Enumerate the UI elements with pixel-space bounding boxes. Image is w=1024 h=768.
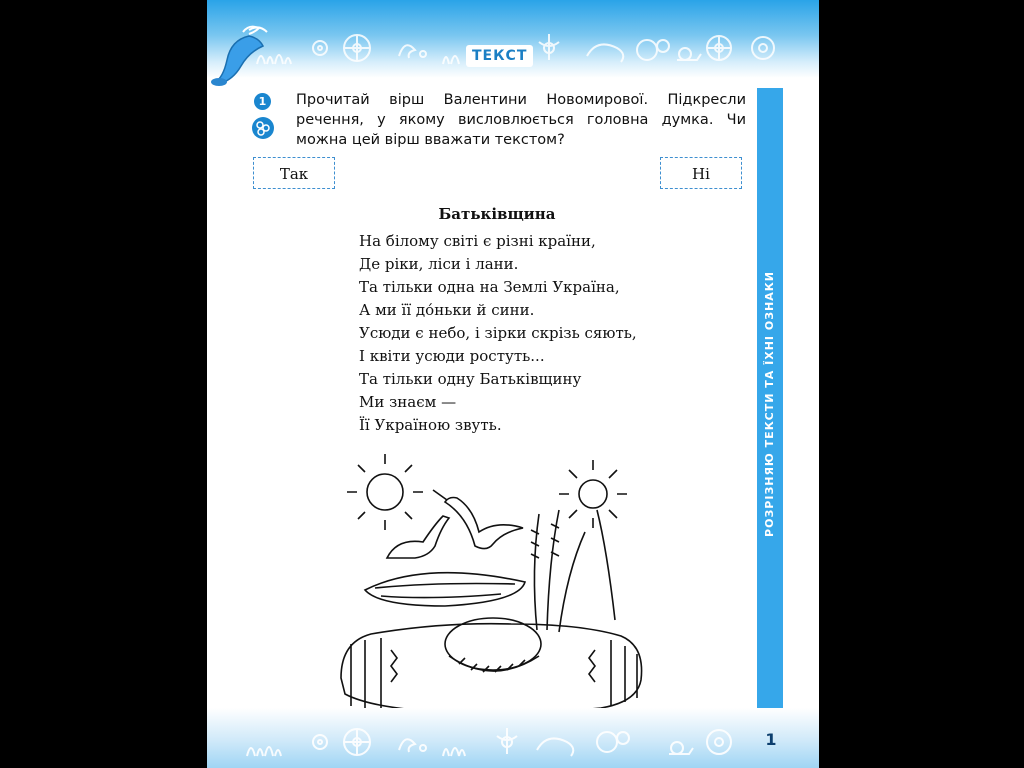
flower-icon — [597, 732, 629, 752]
pair-work-icon — [252, 117, 274, 139]
flower-icon — [539, 34, 559, 60]
flower-icon — [497, 728, 517, 754]
wheat-icon — [531, 510, 585, 632]
flower-icon — [707, 36, 731, 60]
flower-icon — [313, 41, 327, 55]
sun-icon — [347, 454, 423, 530]
wave-icon — [587, 44, 623, 62]
coloring-illustration — [325, 450, 665, 712]
snail-icon — [677, 48, 701, 60]
poem-line[interactable]: Усюди є небо, і зірки скрізь сяють, — [359, 324, 637, 342]
workbook-page — [207, 0, 819, 768]
bell-icon — [207, 22, 277, 92]
flower-icon — [707, 730, 731, 754]
flower-icon — [637, 40, 669, 60]
poem-line[interactable]: А ми її до́ньки й сини. — [359, 301, 535, 319]
nest-icon — [365, 573, 525, 606]
poem-line[interactable]: Ми знаєм — — [359, 393, 457, 411]
poem-line[interactable]: На білому світі є різні країни, — [359, 232, 596, 250]
wave-icon — [399, 45, 426, 58]
stork-icon — [387, 490, 523, 558]
poem-line[interactable]: Де ріки, ліси і лани. — [359, 255, 519, 273]
chapter-title: РОЗРІЗНЯЮ ТЕКСТИ ТА ЇХНІ ОЗНАКИ — [763, 271, 776, 537]
footer-band — [207, 708, 819, 768]
flower-icon — [344, 729, 370, 755]
answer-yes-box[interactable]: Так — [253, 157, 335, 189]
poem-text — [359, 230, 739, 437]
number-badge-icon: 1 — [254, 93, 271, 110]
poem-line[interactable]: Та тільки одну Батьківщину — [359, 370, 582, 388]
grass-icon — [443, 56, 459, 64]
wave-icon — [399, 739, 426, 752]
poem-line[interactable]: Та тільки одна на Землі Україна, — [359, 278, 620, 296]
grass-icon — [247, 747, 281, 756]
sunflower-icon — [559, 460, 627, 620]
bread-icon — [445, 618, 541, 672]
flower-icon — [752, 37, 774, 59]
poem-line[interactable]: Її Україною звуть. — [359, 416, 502, 434]
flower-icon — [344, 35, 370, 61]
grass-icon — [443, 748, 465, 756]
wave-icon — [537, 738, 573, 756]
section-label: ТЕКСТ — [466, 45, 533, 67]
poem-title: Батьківщина — [438, 205, 556, 223]
poem-line[interactable]: І квіти усюди ростуть... — [359, 347, 545, 365]
task-instruction: Прочитай вірш Валентини Новомирової. Підкресли речення, у якому висловлюється головна думка. Чи можна цей вірш вважати текстом? — [296, 92, 746, 148]
flower-icon — [313, 735, 327, 749]
page-number: 1 — [765, 730, 777, 749]
answer-no-box[interactable]: Ні — [660, 157, 742, 189]
embroidered-towel-icon — [341, 624, 642, 712]
snail-icon — [669, 742, 693, 754]
footer-ornament-row — [207, 720, 819, 760]
